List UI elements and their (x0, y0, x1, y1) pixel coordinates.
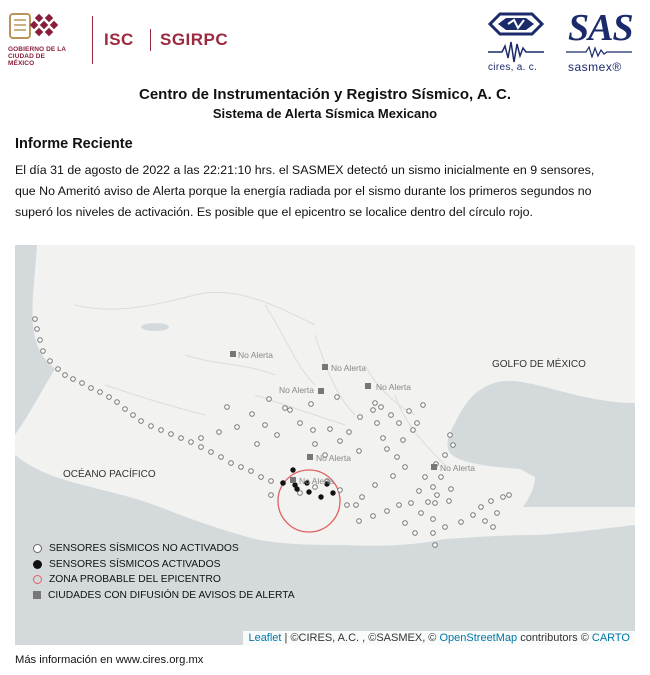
report-line-3: superó los niveles de activación. Es posible que el epicentro se localice dentro del círculo rojo. (15, 205, 533, 219)
sensor-inactive (401, 438, 406, 443)
sensor-inactive (375, 421, 380, 426)
sensor-inactive (459, 520, 464, 525)
sensor-inactive (385, 509, 390, 514)
sensor-inactive (283, 406, 288, 411)
sensor-inactive (335, 395, 340, 400)
sensor-inactive (219, 455, 224, 460)
gob-text-line2: CIUDAD DE MÉXICO (8, 53, 46, 67)
sensor-inactive (71, 377, 76, 382)
attribution-contrib: contributors © (517, 632, 592, 644)
cires-logo-text: cires, a. c. (488, 62, 538, 73)
sensor-inactive (411, 428, 416, 433)
sensor-inactive (451, 443, 456, 448)
sensor-inactive (360, 495, 365, 500)
sensor-inactive (229, 461, 234, 466)
footer-info: Más información en www.cires.org.mx (15, 654, 204, 666)
filled-circle-icon (33, 560, 42, 569)
city-label-3: No Alerta (279, 385, 314, 395)
sensor-inactive (259, 475, 264, 480)
lake-chapala (141, 323, 169, 331)
sensor-inactive (309, 402, 314, 407)
sensor-inactive (447, 499, 452, 504)
sensor-inactive (391, 474, 396, 479)
sensor-inactive (239, 465, 244, 470)
attribution-text: | ©CIRES, A.C. , ©SASMEX, © (281, 632, 440, 644)
gray-square-icon (33, 591, 41, 599)
city-marker[interactable] (431, 464, 437, 470)
legend-row-cities (33, 588, 295, 604)
sensor-inactive (448, 433, 453, 438)
sensor-inactive (431, 517, 436, 522)
legend-row-epicenter (33, 572, 295, 588)
sensor-inactive (435, 493, 440, 498)
sensor-inactive (298, 491, 303, 496)
sensor-inactive (41, 349, 46, 354)
sensor-inactive (338, 439, 343, 444)
sensor-inactive (311, 428, 316, 433)
sensor-inactive (439, 475, 444, 480)
sensor-inactive (419, 511, 424, 516)
sensor-inactive (225, 405, 230, 410)
sensor-inactive (38, 338, 43, 343)
sensor-inactive (371, 514, 376, 519)
sensor-inactive (403, 521, 408, 526)
sensor-inactive (417, 489, 422, 494)
city-marker[interactable] (290, 477, 296, 483)
sensor-inactive (421, 403, 426, 408)
cdmx-emblem-icon (8, 12, 64, 44)
isc-logo-text: ISC (104, 30, 134, 49)
sensor-inactive (479, 505, 484, 510)
sensor-inactive (275, 433, 280, 438)
sensor-inactive (495, 511, 500, 516)
sensor-active (280, 480, 285, 485)
city-marker[interactable] (318, 388, 324, 394)
sensor-inactive (433, 501, 438, 506)
sensor-inactive (483, 519, 488, 524)
sensor-inactive (431, 485, 436, 490)
sensor-inactive (397, 503, 402, 508)
sensor-inactive (313, 442, 318, 447)
header-divider-small (150, 29, 151, 51)
sensor-inactive (491, 525, 496, 530)
sensor-inactive (269, 479, 274, 484)
sensor-inactive (56, 367, 61, 372)
report-line-2: que No Ameritó aviso de Alerta porque la energía radiada por el sismo durante los primeros segundos no (15, 184, 592, 198)
west-water (15, 245, 55, 435)
sensor-inactive (357, 449, 362, 454)
sensor-inactive (267, 397, 272, 402)
sensor-inactive (179, 436, 184, 441)
header-divider (92, 16, 93, 64)
sensor-inactive (35, 327, 40, 332)
city-label-4: No Alerta (376, 382, 411, 392)
sensor-inactive (250, 412, 255, 417)
legend-activated: SENSORES SÍSMICOS ACTIVADOS (49, 558, 221, 570)
sensor-inactive (397, 421, 402, 426)
sensor-inactive (471, 513, 476, 518)
pacific-label: OCÉANO PACÍFICO (63, 469, 156, 480)
sensor-inactive (169, 432, 174, 437)
sensor-inactive (189, 440, 194, 445)
report-paragraph (15, 160, 635, 223)
sensor-inactive (98, 390, 103, 395)
sensor-inactive (371, 408, 376, 413)
sensor-inactive (354, 503, 359, 508)
sensor-inactive (298, 421, 303, 426)
sensor-active (306, 489, 311, 494)
sas-wave-icon (566, 46, 632, 58)
sensor-inactive (255, 442, 260, 447)
sensor-inactive (249, 469, 254, 474)
city-label-7: No Alerta (299, 476, 334, 486)
sensor-inactive (373, 483, 378, 488)
sensor-inactive (379, 405, 384, 410)
sensor-inactive (159, 428, 164, 433)
sensor-inactive (403, 465, 408, 470)
legend-row-activated (33, 557, 295, 573)
sensor-inactive (107, 395, 112, 400)
sensor-inactive (288, 408, 293, 413)
sensor-inactive (33, 317, 38, 322)
legend-epicenter: ZONA PROBABLE DEL EPICENTRO (49, 574, 221, 586)
sensor-inactive (80, 381, 85, 386)
city-marker[interactable] (307, 454, 313, 460)
sensor-inactive (501, 495, 506, 500)
sensor-inactive (423, 475, 428, 480)
sensor-inactive (263, 423, 268, 428)
sensor-inactive (489, 499, 494, 504)
leaflet-link[interactable]: Leaflet (248, 632, 282, 644)
sensor-active (292, 482, 297, 487)
sensor-inactive (115, 400, 120, 405)
sensor-inactive (413, 531, 418, 536)
sensor-inactive (199, 445, 204, 450)
sensor-inactive (415, 421, 420, 426)
report-heading: Informe Reciente (15, 136, 133, 152)
sensor-active (330, 490, 335, 495)
sensor-inactive (443, 453, 448, 458)
sensor-inactive (409, 501, 414, 506)
sensor-inactive (389, 413, 394, 418)
map-legend (33, 541, 295, 603)
sensor-inactive (338, 488, 343, 493)
gob-text-line1: GOBIERNO DE LA (8, 46, 67, 53)
sensor-inactive (131, 413, 136, 418)
sensor-inactive (217, 430, 222, 435)
sensor-inactive (235, 425, 240, 430)
sensor-inactive (358, 415, 363, 420)
sensor-inactive (347, 430, 352, 435)
sensor-inactive (395, 455, 400, 460)
sensor-inactive (199, 436, 204, 441)
sensor-inactive (345, 503, 350, 508)
sensor-inactive (449, 487, 454, 492)
city-label-5: No Alerta (316, 453, 351, 463)
sgirpc-logo-text: SGIRPC (160, 30, 229, 49)
sensor-inactive (269, 493, 274, 498)
sas-logo-text: SAS (568, 7, 633, 49)
city-marker[interactable] (230, 351, 236, 357)
city-label-2: No Alerta (331, 363, 366, 373)
system-subtitle: Sistema de Alerta Sísmica Mexicano (212, 106, 438, 121)
city-marker[interactable] (365, 383, 371, 389)
sensor-inactive (209, 450, 214, 455)
sensor-inactive (385, 447, 390, 452)
sensor-inactive (431, 531, 436, 536)
sensor-inactive (149, 424, 154, 429)
sensor-inactive (433, 543, 438, 548)
sensor-inactive (89, 386, 94, 391)
city-label-6: No Alerta (440, 463, 475, 473)
sensor-inactive (407, 409, 412, 414)
sensor-inactive (443, 525, 448, 530)
sensor-inactive (507, 493, 512, 498)
sensor-inactive (123, 407, 128, 412)
sensor-inactive (48, 359, 53, 364)
seismic-map[interactable] (15, 245, 635, 645)
organization-title: Centro de Instrumentación y Registro Sísmico, A. C. (138, 86, 511, 103)
report-line-1: El día 31 de agosto de 2022 a las 22:21:10 hrs. el SASMEX detectó un sismo inicialmente en 9 sensores, (15, 163, 595, 177)
carto-link[interactable]: CARTO (591, 632, 630, 644)
sensor-inactive (328, 427, 333, 432)
legend-row-not-activated (33, 541, 295, 557)
cdmx-government-text (8, 46, 72, 67)
sensor-inactive (426, 500, 431, 505)
map-attribution (243, 631, 635, 645)
gulf-label: GOLFO DE MÉXICO (492, 359, 586, 370)
city-label-1: No Alerta (238, 350, 273, 360)
sensor-inactive (381, 436, 386, 441)
sasmex-logo-text: sasmex® (568, 60, 622, 74)
sensor-active (318, 494, 323, 499)
sensor-inactive (357, 519, 362, 524)
osm-link[interactable]: OpenStreetMap (439, 632, 518, 644)
legend-not-activated: SENSORES SÍSMICOS NO ACTIVADOS (49, 543, 239, 555)
open-circle-icon (33, 544, 42, 553)
cdmx-government-logo (8, 12, 72, 67)
page-header (0, 0, 650, 80)
sensor-inactive (63, 373, 68, 378)
sensor-inactive (139, 419, 144, 424)
city-marker[interactable] (322, 364, 328, 370)
red-ring-icon (33, 575, 42, 584)
sensor-active (290, 467, 295, 472)
state-borders (75, 292, 445, 465)
sensor-inactive (373, 401, 378, 406)
legend-cities: CIUDADES CON DIFUSIÓN DE AVISOS DE ALERTA (48, 589, 295, 601)
